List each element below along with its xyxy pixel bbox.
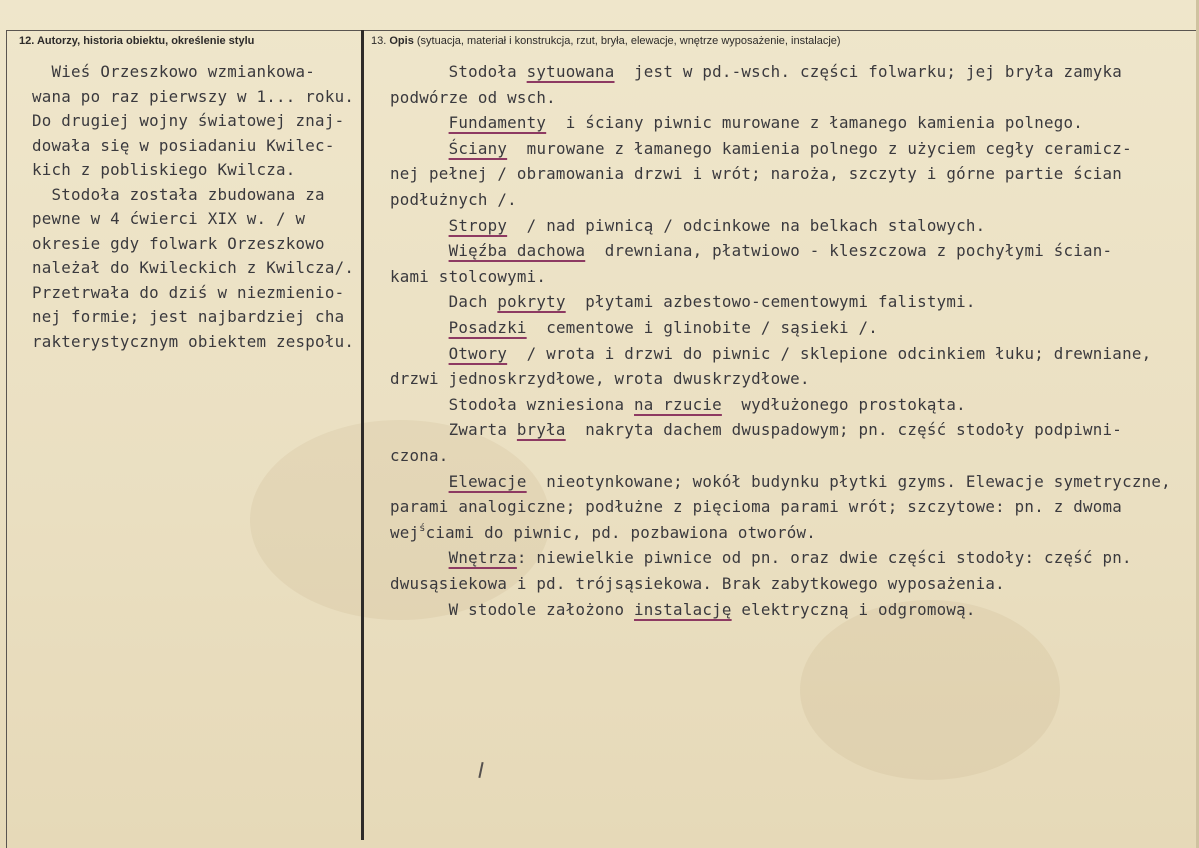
- description-line: Elewacje nieotynkowane; wokół budynku płytki gzyms. Elewacje symetryczne,: [448, 471, 1171, 491]
- description-line: wej$^ś$ciami do piwnic, pd. pozbawiona otworów.: [390, 522, 816, 542]
- description-line: Fundamenty i ściany piwnic murowane z łamanego kamienia polnego.: [448, 113, 1084, 133]
- description-line: czona.: [390, 446, 449, 465]
- description-line: Stropy / nad piwnicą / odcinkowe na belkach stalowych.: [448, 215, 986, 235]
- description-line: Więźba dachowa drewniana, płatwiowo - kleszczowa z pochyłymi ścian-: [448, 241, 1113, 261]
- section-13-header: [371, 35, 841, 47]
- description-line: W stodole założono instalację elektryczną i odgromową.: [390, 599, 976, 619]
- history-line: dowała się w posiadaniu Kwilec-: [32, 135, 335, 155]
- underlined-keyword: pokryty: [497, 292, 566, 312]
- history-line: Stodoła została zbudowana za: [32, 184, 325, 204]
- left-border-line: [6, 30, 7, 848]
- column-divider: [361, 30, 364, 840]
- section-13-number: 13.: [371, 35, 387, 47]
- description-line: Ściany murowane z łamanego kamienia polnego z użyciem cegły ceramicz-: [448, 138, 1132, 158]
- underlined-keyword: Wnętrza: [448, 548, 517, 568]
- description-line: Otwory / wrota i drzwi do piwnic / sklepione odcinkiem łuku; drewniane,: [448, 343, 1152, 363]
- description-line: Stodoła wzniesiona na rzucie wydłużonego prostokąta.: [390, 394, 966, 414]
- underlined-keyword: na rzucie: [634, 394, 722, 414]
- description-line: kami stolcowymi.: [390, 266, 547, 286]
- ink-mark: [478, 762, 483, 778]
- description-line: nej pełnej / obramowania drzwi i wrót; naroża, szczyty i górne partie ścian: [390, 164, 1123, 184]
- underlined-keyword: Stropy: [448, 215, 508, 235]
- underlined-keyword: Fundamenty: [448, 113, 547, 133]
- history-line: okresie gdy folwark Orzeszkowo: [32, 233, 325, 253]
- history-line: pewne w 4 ćwierci XIX w. / w: [32, 209, 306, 228]
- underlined-keyword: Otwory: [448, 343, 508, 363]
- description-line: podłużnych /.: [390, 190, 517, 209]
- underlined-keyword: Ściany: [448, 138, 508, 158]
- description-line: drzwi jednoskrzydłowe, wrota dwuskrzydłowe.: [390, 369, 810, 389]
- description-line: parami analogiczne; podłużne z pięcioma parami wrót; szczytowe: pn. z dwoma: [390, 497, 1123, 517]
- history-line: Do drugiej wojny światowej znaj-: [32, 111, 345, 130]
- section-12-header: [19, 35, 254, 47]
- typed-correction: ś: [419, 522, 426, 534]
- description-line: Posadzki cementowe i glinobite / sąsieki /.: [448, 318, 879, 337]
- underlined-keyword: sytuowana: [526, 62, 615, 81]
- history-line: Wieś Orzeszkowo wzmiankowa-: [32, 62, 316, 81]
- description-line: Dach pokryty płytami azbestowo-cementowymi falistymi.: [390, 292, 976, 312]
- description-line: podwórze od wsch.: [390, 87, 556, 107]
- description-line: Wnętrza: niewielkie piwnice od pn. oraz dwie części stodoły: część pn.: [448, 548, 1132, 568]
- underlined-keyword: Więźba dachowa: [448, 241, 586, 261]
- section-13-label: Opis: [389, 35, 414, 47]
- underlined-keyword: bryła: [516, 420, 566, 440]
- underlined-keyword: instalację: [634, 599, 732, 619]
- top-border-line: [6, 30, 1199, 31]
- underlined-keyword: Posadzki: [448, 318, 527, 337]
- history-line: wana po raz pierwszy w 1... roku.: [32, 86, 355, 106]
- history-line: Przetrwała do dziś w niezmienio-: [32, 282, 345, 302]
- history-line: kich z pobliskiego Kwilcza.: [32, 160, 296, 179]
- description-line: Zwarta bryła nakryta dachem dwuspadowym; pn. część stodoły podpiwni-: [390, 420, 1123, 440]
- history-line: nej formie; jest najbardziej cha: [32, 307, 345, 326]
- underlined-keyword: Elewacje: [448, 471, 527, 491]
- paper-stain: [800, 600, 1060, 780]
- description-line: Stodoła sytuowana jest w pd.-wsch. części folwarku; jej bryła zamyka: [390, 62, 1123, 81]
- section-13-subtitle: (sytuacja, materiał i konstrukcja, rzut, bryła, elewacje, wnętrze wyposażenie, instalacje): [416, 35, 841, 47]
- section-12-number: 12.: [19, 35, 35, 47]
- section-12-title: Autorzy, historia obiektu, określenie stylu: [36, 35, 255, 47]
- description-line: dwusąsiekowa i pd. trójsąsiekowa. Brak zabytkowego wyposażenia.: [390, 574, 1005, 593]
- history-line: rakterystycznym obiektem zespołu.: [32, 331, 355, 351]
- history-line: należał do Kwileckich z Kwilcza/.: [32, 258, 355, 277]
